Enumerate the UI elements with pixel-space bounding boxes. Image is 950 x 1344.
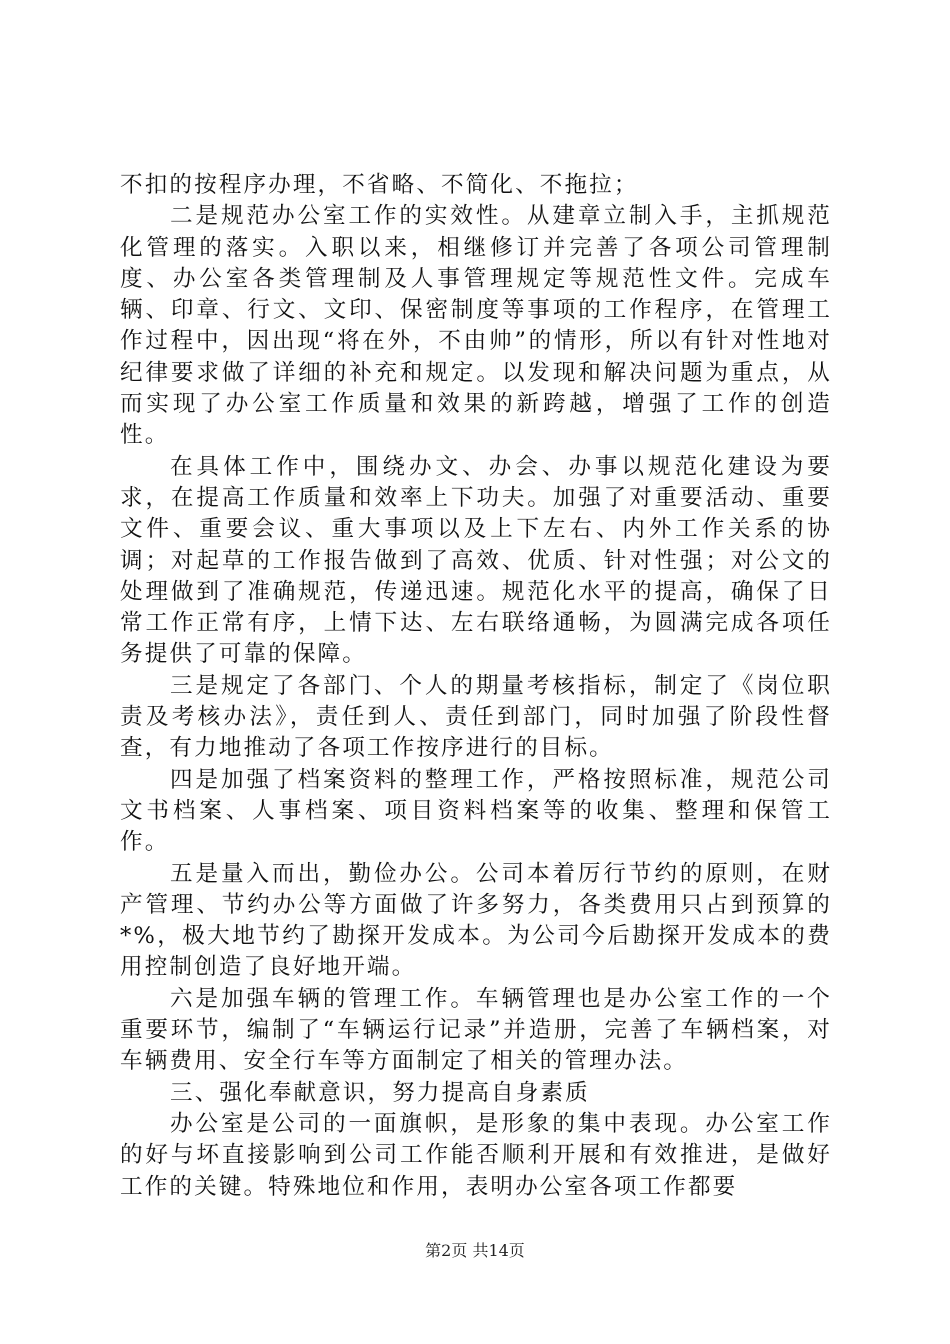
paragraph-continued: 不扣的按程序办理，不省略、不简化、不拖拉；: [120, 172, 639, 198]
paragraph-specific-work: 在具体工作中，围绕办文、办会、办事以规范化建设为要求，在提高工作质量和效率上下功夫。加强了对重要活动、重要文件、重要会议、重大事项以及上下左右、内外工作关系的协调；对起草的工作报告做到了高效、优质、针对性强；对公文的处理做到了准确规范，传递迅速。规范化水平的提高，确保了日常工作正常有序，上情下达、左右联络通畅，为圆满完成各项任务提供了可靠的保障。: [120, 453, 832, 668]
document-body: [120, 170, 832, 1203]
paragraph-item-three: 三是规定了各部门、个人的期量考核指标，制定了《岗位职责及考核办法》，责任到人、责任到部门，同时加强了阶段性督查，有力地推动了各项工作按序进行的目标。: [120, 672, 832, 762]
section-heading-three: 三、强化奉献意识，努力提高自身素质: [170, 1079, 590, 1106]
paragraph-office-role: 办公室是公司的一面旗帜，是形象的集中表现。办公室工作的好与坏直接影响到公司工作能否顺利开展和有效推进，是做好工作的关键。特殊地位和作用，表明办公室各项工作都要: [120, 1110, 832, 1200]
paragraph-item-six: 六是加强车辆的管理工作。车辆管理也是办公室工作的一个重要环节，编制了“车辆运行记录”并造册，完善了车辆档案，对车辆费用、安全行车等方面制定了相关的管理办法。: [120, 985, 832, 1075]
paragraph-item-four: 四是加强了档案资料的整理工作，严格按照标准，规范公司文书档案、人事档案、项目资料档案等的收集、整理和保管工作。: [120, 766, 832, 856]
page-number-footer: 第2页 共14页: [425, 1241, 525, 1260]
paragraph-item-two: 二是规范办公室工作的实效性。从建章立制入手，主抓规范化管理的落实。入职以来，相继修订并完善了各项公司管理制度、办公室各类管理制及人事管理规定等规范性文件。完成车辆、印章、行文、文印、保密制度等事项的工作程序，在管理工作过程中，因出现“将在外，不由帅”的情形，所以有针对性地对纪律要求做了详细的补充和规定。以发现和解决问题为重点，从而实现了办公室工作质量和效果的新跨越，增强了工作的创造性。: [120, 203, 832, 449]
paragraph-item-five: 五是量入而出，勤俭办公。公司本着厉行节约的原则，在财产管理、节约办公等方面做了许多努力，各类费用只占到预算的*%，极大地节约了勘探开发成本。为公司今后勘探开发成本的费用控制创造了良好地开端。: [120, 860, 832, 981]
